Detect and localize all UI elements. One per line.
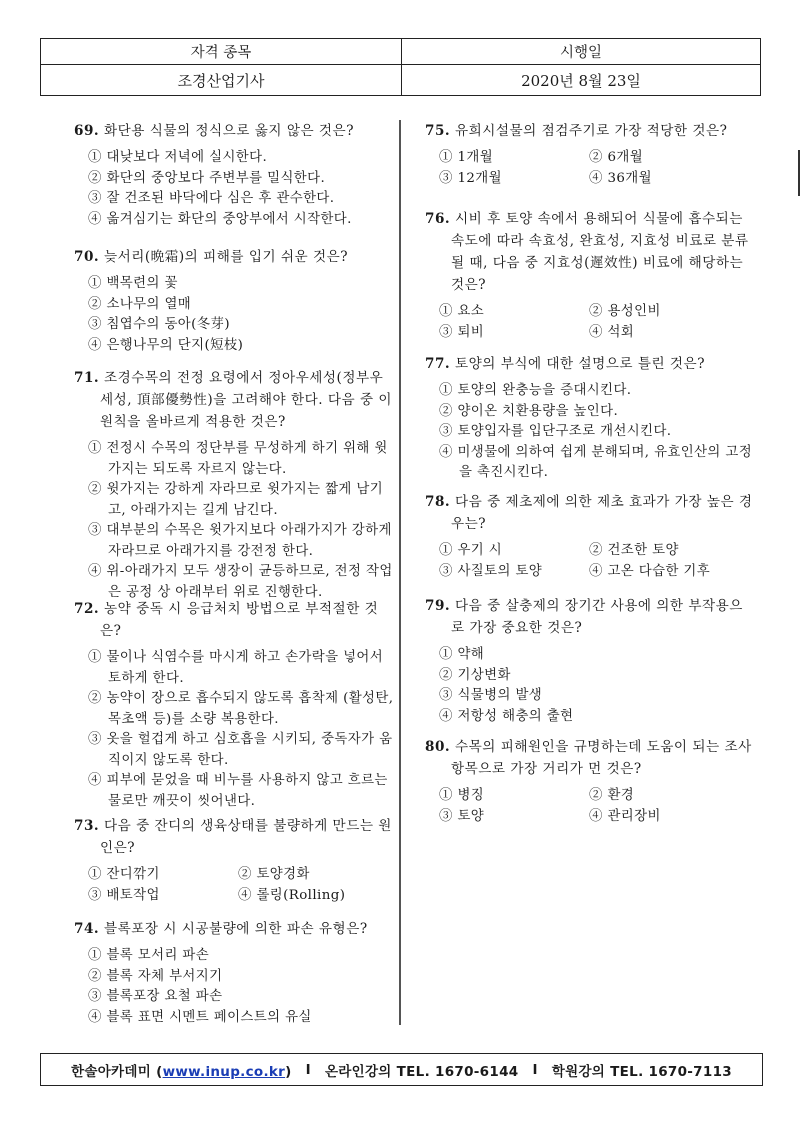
option[interactable]: ④ 저항성 해충의 출현 — [439, 708, 574, 724]
footer-separator: I — [532, 1061, 538, 1078]
question-number: 70. — [74, 249, 100, 265]
option[interactable]: ④ 36개월 — [589, 170, 652, 186]
option-list — [74, 274, 394, 356]
offline-lecture-phone: 학원강의 TEL. 1670-7113 — [551, 1063, 732, 1080]
option[interactable]: ④ 고온 다습한 기후 — [589, 563, 711, 579]
question-number: 77. — [425, 356, 451, 372]
option[interactable]: ④ 은행나무의 단지(短枝) — [88, 337, 244, 353]
question-number: 73. — [74, 818, 100, 834]
option[interactable]: ④ 롤링(Rolling) — [238, 887, 346, 903]
option[interactable]: ③ 배토작업 — [88, 887, 160, 903]
option[interactable]: ③ 토양 — [439, 808, 485, 824]
option[interactable]: ③ 식물병의 발생 — [439, 688, 543, 703]
question-stem: 시비 후 토양 속에서 용해되어 식물에 흡수되는 속도에 따라 속효성, 완효성, 지효성 비료로 분류 될 때, 다음 중 지효성(遲效性) 비료에 해당하는 것은? — [451, 211, 749, 293]
academy-website-link[interactable]: www.inup.co.kr — [162, 1063, 286, 1080]
subject-value: 조경산업기사 — [41, 65, 402, 96]
option[interactable]: ② 윗가지는 강하게 자라므로 윗가지는 짧게 남기고, 아래가지는 길게 남긴다. — [88, 482, 384, 518]
option-list — [425, 381, 755, 484]
question-72 — [74, 598, 394, 812]
option-list — [74, 148, 394, 230]
option[interactable]: ② 블록 자체 부서지기 — [88, 968, 223, 984]
option[interactable]: ③ 옷을 헐겁게 하고 심호흡을 시키되, 중독자가 움직이지 않도록 한다. — [88, 732, 393, 768]
question-71 — [74, 367, 394, 603]
question-number: 69. — [74, 123, 100, 139]
question-number: 74. — [74, 921, 100, 937]
option-list — [425, 302, 755, 343]
option[interactable]: ① 1개월 — [439, 150, 494, 165]
option[interactable]: ③ 블록포장 요철 파손 — [88, 989, 223, 1004]
option[interactable]: ④ 위-아래가지 모두 생장이 균등하므로, 전정 작업은 공정 상 아래부터 위로 진행한다. — [88, 564, 393, 600]
subject-header: 자격 종목 — [41, 39, 402, 65]
question-75 — [425, 120, 755, 189]
question-77 — [425, 353, 755, 484]
question-stem: 유희시설물의 점검주기로 가장 적당한 것은? — [454, 123, 728, 139]
option-list — [425, 786, 755, 827]
option[interactable]: ③ 토양입자를 입단구조로 개선시킨다. — [439, 424, 672, 439]
question-stem: 화단용 식물의 정식으로 옳지 않은 것은? — [103, 123, 354, 139]
option[interactable]: ③ 대부분의 수목은 윗가지보다 아래가지가 강하게 자라므로 아래가지를 강전정 한다. — [88, 523, 392, 559]
footer-separator: I — [305, 1061, 311, 1078]
question-number: 76. — [425, 211, 451, 227]
question-73 — [74, 815, 394, 906]
option[interactable]: ④ 옮겨심기는 화단의 중앙부에서 시작한다. — [88, 211, 352, 227]
option[interactable]: ④ 석회 — [589, 324, 635, 340]
option[interactable]: ④ 블록 표면 시멘트 페이스트의 유실 — [88, 1009, 312, 1025]
option-list — [74, 865, 394, 906]
option[interactable]: ② 건조한 토양 — [589, 543, 679, 558]
option[interactable]: ③ 퇴비 — [439, 324, 485, 340]
question-74 — [74, 918, 394, 1028]
option[interactable]: ② 농약이 장으로 흡수되지 않도록 흡착제 (활성탄, 목초액 등)를 소량 복용한다. — [88, 691, 394, 727]
question-stem: 조경수목의 전정 요령에서 정아우세성(정부우세성, 頂部優勢性)을 고려해야 한다. 다음 중 이 원칙을 올바르게 적용한 것은? — [100, 370, 393, 430]
option[interactable]: ② 6개월 — [589, 150, 644, 165]
option[interactable]: ① 우기 시 — [439, 543, 503, 558]
question-stem: 수목의 피해원인을 규명하는데 도움이 되는 조사항목으로 가장 거리가 먼 것은? — [451, 739, 752, 777]
option[interactable]: ① 병징 — [439, 788, 485, 803]
option[interactable]: ① 블록 모서리 파손 — [88, 948, 210, 963]
question-stem: 토양의 부식에 대한 설명으로 틀린 것은? — [454, 356, 705, 372]
question-stem: 다음 중 살충제의 장기간 사용에 의한 부작용으로 가장 중요한 것은? — [451, 598, 743, 636]
question-number: 72. — [74, 601, 100, 617]
option[interactable]: ① 토양의 완충능을 증대시킨다. — [439, 383, 632, 398]
question-number: 71. — [74, 370, 100, 386]
question-stem: 블록포장 시 시공불량에 의한 파손 유형은? — [103, 921, 368, 937]
option-list — [74, 648, 394, 812]
question-stem: 늦서리(晩霜)의 피해를 입기 쉬운 것은? — [103, 249, 349, 265]
option[interactable]: ② 소나무의 열매 — [88, 296, 192, 312]
option[interactable]: ① 대낮보다 저녁에 실시한다. — [88, 150, 268, 165]
option[interactable]: ③ 잘 건조된 바닥에다 심은 후 관수한다. — [88, 191, 335, 206]
question-78 — [425, 491, 755, 582]
option[interactable]: ① 약해 — [439, 647, 485, 662]
question-number: 80. — [425, 739, 451, 755]
date-header: 시행일 — [402, 39, 761, 65]
online-lecture-phone: 온라인강의 TEL. 1670-6144 — [324, 1063, 519, 1080]
option[interactable]: ① 물이나 식염수를 마시게 하고 손가락을 넣어서 토하게 한다. — [88, 650, 384, 686]
option-list — [74, 946, 394, 1028]
question-number: 75. — [425, 123, 451, 139]
exam-info-table — [40, 38, 761, 96]
option[interactable]: ① 전정시 수목의 정단부를 무성하게 하기 위해 윗가지는 되도록 자르지 않는다. — [88, 441, 388, 477]
option[interactable]: ④ 관리장비 — [589, 808, 661, 824]
option[interactable]: ③ 침엽수의 동아(冬芽) — [88, 317, 230, 332]
question-80 — [425, 736, 755, 827]
option[interactable]: ② 환경 — [589, 788, 635, 803]
option[interactable]: ③ 12개월 — [439, 170, 502, 186]
option[interactable]: ② 화단의 중앙보다 주변부를 밀식한다. — [88, 170, 326, 186]
option[interactable]: ① 백목련의 꽃 — [88, 276, 178, 291]
date-value: 2020년 8월 23일 — [402, 65, 761, 96]
option[interactable]: ② 용성인비 — [589, 304, 661, 319]
question-69 — [74, 120, 394, 230]
question-70 — [74, 246, 394, 356]
option-list — [425, 541, 755, 582]
question-stem: 농약 중독 시 응급처치 방법으로 부적절한 것은? — [100, 601, 379, 639]
question-stem: 다음 중 제초제에 의한 제초 효과가 가장 높은 경우는? — [451, 494, 753, 532]
option-list — [74, 439, 394, 603]
footer-contact-bar: 한솔아카데미 (www.inup.co.kr) I 온라인강의 TEL. 1670-6144 I 학원강의 TEL. 1670-7113 — [40, 1053, 763, 1086]
question-76 — [425, 208, 755, 343]
question-columns — [40, 120, 761, 1025]
option[interactable]: ④ 피부에 묻었을 때 비누를 사용하지 않고 흐르는 물로만 깨끗이 씻어낸다. — [88, 773, 388, 809]
option[interactable]: ② 양이온 치환용량을 높인다. — [439, 403, 619, 419]
option-list — [425, 645, 755, 727]
option[interactable]: ① 잔디깎기 — [88, 867, 160, 882]
question-79 — [425, 595, 755, 727]
question-number: 78. — [425, 494, 451, 510]
academy-name: 한솔아카데미 — [71, 1063, 152, 1080]
option[interactable]: ② 기상변화 — [439, 667, 511, 683]
option[interactable]: ② 토양경화 — [238, 867, 310, 882]
option[interactable]: ③ 사질토의 토양 — [439, 563, 543, 579]
option[interactable]: ① 요소 — [439, 304, 485, 319]
question-number: 79. — [425, 598, 451, 614]
question-stem: 다음 중 잔디의 생육상태를 불량하게 만드는 원인은? — [100, 818, 392, 856]
option[interactable]: ④ 미생물에 의하여 쉽게 분해되며, 유효인산의 고정을 촉진시킨다. — [439, 444, 753, 480]
column-divider — [399, 120, 401, 1025]
option-list — [425, 148, 755, 189]
